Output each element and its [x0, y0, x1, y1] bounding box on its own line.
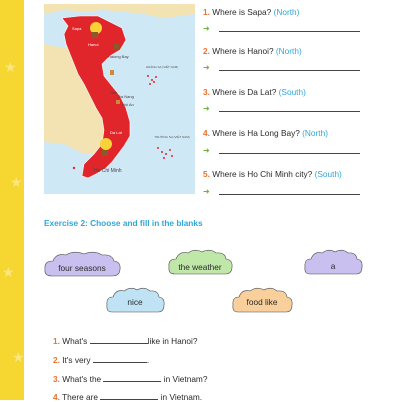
question-2: 2. Where is Hanoi? (North) — [203, 46, 302, 56]
map-label-halong: Halong Bay — [108, 54, 129, 59]
word-the-weather: the weather — [178, 262, 222, 272]
word-food-like: food like — [246, 297, 278, 307]
map-label-hue: Hue — [110, 90, 118, 95]
word-a: a — [330, 261, 336, 271]
arrow-right-icon: ➜ — [203, 63, 210, 72]
word-cloud-the-weather[interactable] — [166, 248, 234, 278]
map-label-hanoi: Hanoi — [88, 42, 99, 47]
map-label-hoian: Hoi An — [122, 102, 134, 107]
sentence-2: 2. It's very . — [53, 355, 150, 365]
map-label-truongsa: TRƯỜNG SA (VIỆT NAM) — [154, 135, 190, 139]
answer-line-4[interactable] — [203, 146, 363, 156]
blank-1[interactable] — [90, 336, 148, 344]
question-4: 4. Where is Ha Long Bay? (North) — [203, 128, 328, 138]
word-nice: nice — [127, 297, 143, 307]
vietnam-map-graphic — [44, 4, 195, 194]
blank-4[interactable] — [100, 392, 158, 400]
blank-3[interactable] — [103, 374, 161, 382]
exercise2-title: Exercise 2: Choose and fill in the blanks — [44, 218, 203, 228]
sentence-3: 3. What's the in Vietnam? — [53, 374, 208, 384]
map-label-dalat: Da Lat — [110, 130, 122, 135]
word-four-seasons: four seasons — [58, 263, 106, 273]
map-label-hcm: Ho Chi Minh — [94, 168, 122, 174]
question-1: 1. Where is Sapa? (North) — [203, 7, 300, 17]
answer-line-5[interactable] — [203, 187, 363, 197]
word-cloud-a[interactable] — [302, 248, 364, 278]
sentence-1: 1. What's like in Hanoi? — [53, 336, 198, 346]
map-label-sapa: Sapa — [72, 26, 82, 31]
answer-line-2[interactable] — [203, 63, 363, 73]
arrow-right-icon: ➜ — [203, 187, 210, 196]
arrow-right-icon: ➜ — [203, 24, 210, 33]
map-label-hoangsa: HOÀNG SA (VIỆT NAM) — [145, 65, 179, 69]
answer-line-3[interactable] — [203, 104, 363, 114]
question-5: 5. Where is Ho Chi Minh city? (South) — [203, 169, 342, 179]
word-cloud-food-like[interactable] — [230, 286, 294, 316]
word-cloud-nice[interactable] — [104, 286, 166, 316]
arrow-right-icon: ➜ — [203, 146, 210, 155]
blank-2[interactable] — [93, 355, 147, 363]
question-3: 3. Where is Da Lat? (South) — [203, 87, 306, 97]
arrow-right-icon: ➜ — [203, 104, 210, 113]
vietnam-map — [44, 4, 195, 194]
word-cloud-four-seasons[interactable] — [42, 250, 122, 280]
map-label-danang: Da Nang — [118, 94, 134, 99]
star-icon: ★ — [2, 264, 15, 280]
star-icon: ★ — [10, 174, 23, 190]
sentence-4: 4. There are in Vietnam. — [53, 392, 203, 402]
star-icon: ★ — [12, 349, 25, 365]
answer-line-1[interactable] — [203, 24, 363, 34]
star-icon: ★ — [4, 59, 17, 75]
